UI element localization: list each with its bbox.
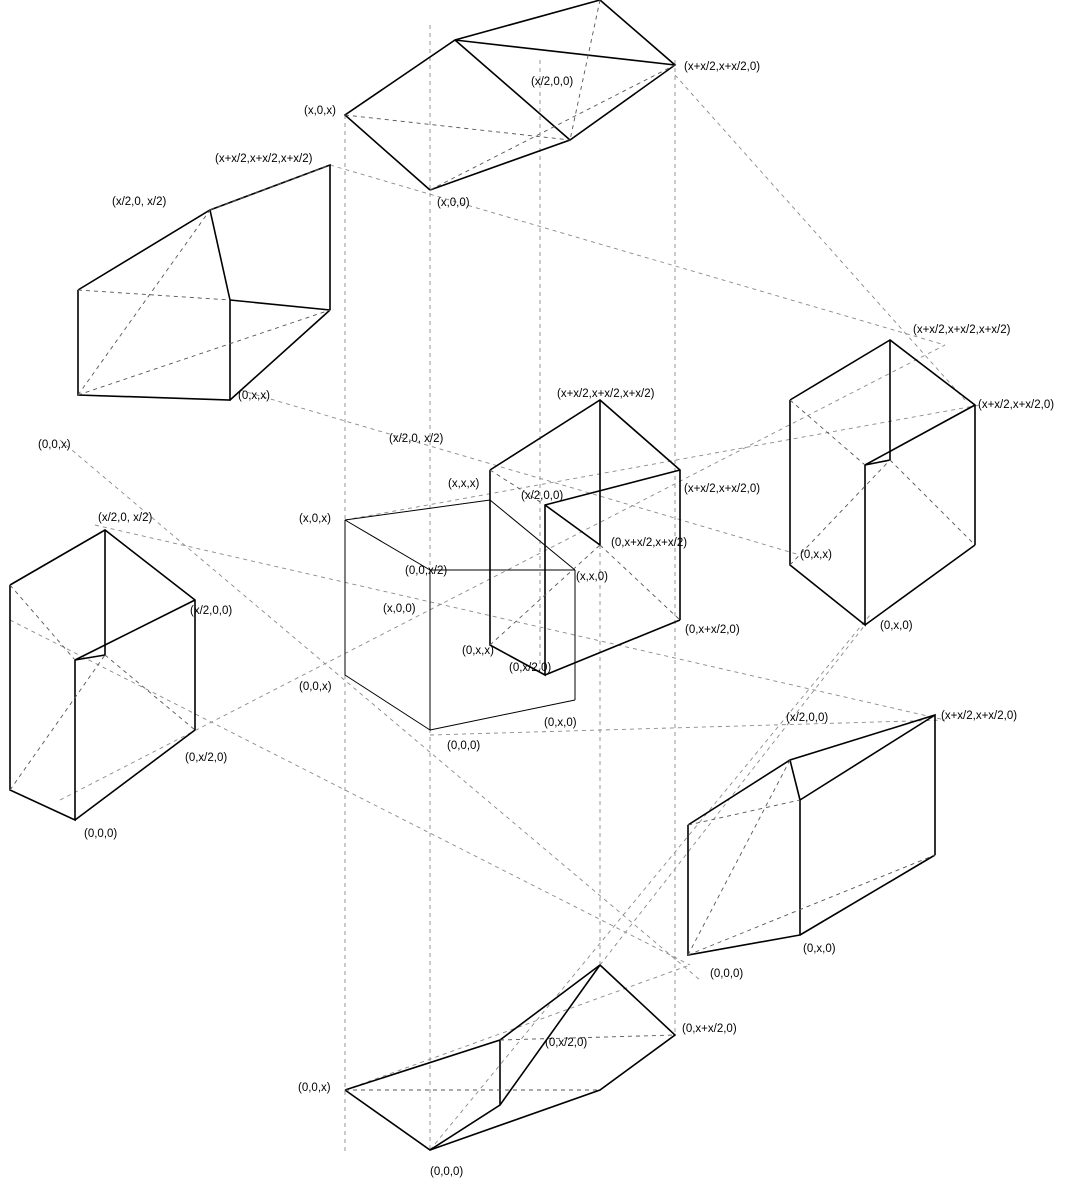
vertex-label: (x+x/2,x+x/2,x+x/2) [913, 324, 1011, 336]
vertex-label: (0,x+x/2,x+x/2) [611, 537, 688, 549]
vertex-label: (0,x,x) [800, 549, 832, 561]
face-left-cube [10, 530, 195, 820]
vertex-label: (x,0,0) [437, 197, 470, 209]
vertex-label: (0,x+x/2,0) [682, 1023, 737, 1035]
vertex-label: (0,x+x/2,0) [685, 624, 740, 636]
face-center-outline-cube [345, 500, 575, 730]
face-top-prism [345, 0, 675, 190]
vertex-label: (0,x,0) [880, 620, 913, 632]
vertex-label: (x+x/2,x+x/2,0) [941, 710, 1018, 722]
vertex-label: (x,x,x) [448, 478, 480, 490]
vertex-label: (0,0,0) [710, 968, 744, 980]
face-right-cube [790, 340, 975, 625]
vertex-label: (x,0,0) [383, 603, 416, 615]
vertex-label: (0,x/2,0) [509, 662, 552, 674]
vertex-label: (x+x/2,x+x/2,0) [684, 483, 761, 495]
vertex-label: (0,x,0) [544, 717, 577, 729]
vertex-label: (x/2,0, x/2) [112, 196, 167, 208]
vertex-label: (x+x/2,x+x/2,x+x/2) [557, 388, 655, 400]
vertex-label: (0,0,x) [299, 681, 332, 693]
vertex-label: (x/2,0,0) [190, 605, 233, 617]
vertex-label: (x+x/2,x+x/2,0) [684, 61, 761, 73]
vertex-label: (x+x/2,x+x/2,x+x/2) [215, 153, 313, 165]
vertex-label: (0,0,x) [38, 439, 71, 451]
face-lower-right-prism [688, 715, 935, 955]
vertex-label: (0,x,x) [238, 390, 270, 402]
vertex-label: (0,0,0) [84, 828, 118, 840]
vertex-label: (x/2,0,0) [531, 76, 574, 88]
vertex-label: (x/2,0, x/2) [98, 512, 153, 524]
vertex-label: (x+x/2,x+x/2,0) [978, 399, 1055, 411]
vertex-label: (0,0,x/2) [405, 565, 448, 577]
vertex-label: (x,0,x) [304, 105, 336, 117]
vertex-label: (0,x,x) [462, 645, 494, 657]
vertex-label: (0,0,x) [298, 1082, 331, 1094]
vertex-label: (0,0,0) [447, 740, 481, 752]
vertex-label: (0,x,0) [803, 943, 836, 955]
vertex-label: (0,x/2,0) [185, 752, 228, 764]
vertex-label: (0,x/2,0) [545, 1037, 588, 1049]
vertex-label: (x,0,x) [299, 513, 331, 525]
vertex-label: (x,x,0) [576, 571, 608, 583]
vertex-label: (x/2,0,0) [521, 490, 564, 502]
construction-guides [10, 25, 980, 1155]
vertex-label: (x/2,0,0) [786, 712, 829, 724]
vertex-label: (0,0,0) [430, 1166, 464, 1178]
vertex-label: (x/2,0, x/2) [389, 433, 444, 445]
face-bottom-prism [345, 965, 675, 1150]
